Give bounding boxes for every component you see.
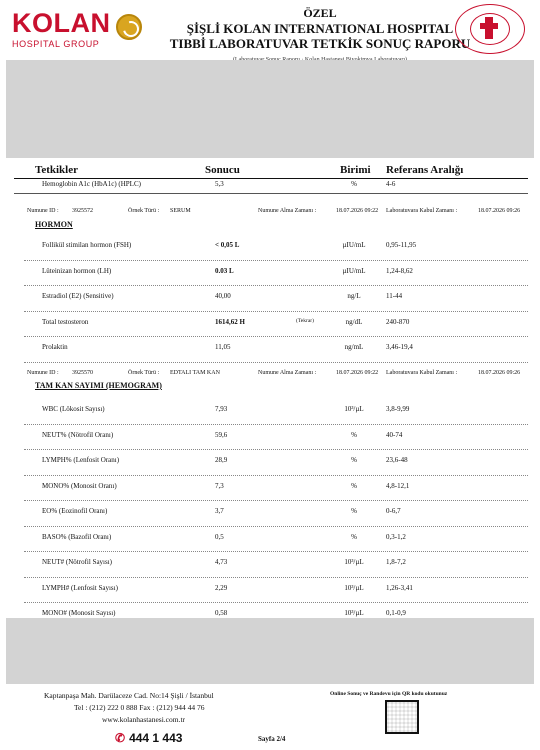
cell-unit: %: [351, 532, 357, 541]
row-separator: [24, 362, 528, 363]
row-separator: [24, 551, 528, 552]
cell-unit: µIU/mL: [342, 241, 366, 249]
cell-ref: 1,26-3,41: [386, 583, 413, 592]
col-header-result: Sonucu: [205, 164, 240, 176]
row-separator: [24, 424, 528, 425]
table-row: [0, 456, 540, 468]
cell-value: 11,05: [215, 343, 231, 351]
cell-ref: 3,46-19,4: [386, 343, 413, 351]
divider: [14, 193, 528, 194]
header-rule: [14, 178, 528, 179]
cell-value: 0.03 L: [215, 266, 234, 275]
table-row: [0, 267, 540, 279]
row-separator: [24, 311, 528, 312]
table-row: Hemoglobin A1c (HbA1c) (HPLC) 5,3 % 4-6: [42, 180, 396, 188]
cell-ref: 0-6,7: [386, 507, 401, 515]
cell-ref: 1,8-7,2: [386, 558, 406, 566]
cell-note: (Tekrar): [296, 317, 314, 324]
cell-unit: µIU/mL: [342, 266, 366, 275]
table-row: [0, 558, 540, 570]
cell-ref: 0,3-1,2: [386, 532, 406, 541]
page-number: Sayfa 2/4: [258, 735, 286, 743]
cell-value: 28,9: [215, 456, 228, 464]
table-row: [0, 292, 540, 304]
cell-value: 2,29: [215, 583, 228, 592]
cell-value: 4,73: [215, 558, 228, 566]
table-row: [0, 482, 540, 494]
cell-ref: 0,1-0,9: [386, 609, 406, 617]
cell-ref: 1,24-8,62: [386, 266, 413, 275]
row-separator: [24, 336, 528, 337]
cell-name: Prolaktin: [42, 343, 68, 351]
section-title-hemogram: TAM KAN SAYIMI (HEMOGRAM): [35, 381, 162, 390]
cell-unit: 10³/µL: [344, 609, 364, 617]
cell-name: Estradiol (E2) (Sensitive): [42, 292, 114, 300]
cell-ref: 11-44: [386, 292, 403, 300]
cell-name: WBC (Lökosit Sayısı): [42, 405, 105, 413]
row-separator: [24, 449, 528, 450]
row-separator: [24, 526, 528, 527]
col-header-unit: Birimi: [340, 164, 371, 176]
header-line-1: ÖZEL: [303, 6, 337, 20]
row-separator: [24, 475, 528, 476]
cell-name: MONO% (Monosit Oranı): [42, 481, 117, 490]
cell-unit: ng/L: [347, 292, 361, 300]
cell-name: Follikül stimilan hormon (FSH): [42, 241, 132, 249]
cell-ref: 240-870: [386, 317, 410, 326]
cell-unit: 10³/µL: [344, 583, 364, 592]
footer-address: Kaptanpaşa Mah. Darülaceze Cad. No:14 Şişli / İstanbul: [44, 691, 214, 700]
cell-unit: %: [351, 430, 357, 439]
hospital-name: ŞİŞLİ KOLAN INTERNATIONAL HOSPITAL: [186, 21, 454, 36]
cell-unit: %: [351, 481, 357, 490]
footer-tel: Tel : (212) 222 0 888 Fax : (212) 944 44 76: [74, 703, 205, 712]
call-center-number[interactable]: ✆ 444 1 443: [115, 731, 183, 745]
row-separator: [24, 260, 528, 261]
logo-wordmark: KOLAN: [12, 8, 111, 38]
cell-unit: 10³/µL: [344, 558, 364, 566]
cell-unit: ng/mL: [344, 343, 364, 351]
cell-value: 3,7: [215, 507, 224, 515]
table-row: [0, 533, 540, 545]
col-header-test: Tetkikler: [35, 164, 78, 176]
logo-subtitle: HOSPITAL GROUP: [12, 39, 100, 49]
cell-value: < 0,05 L: [215, 241, 240, 249]
footer-online-text: Online Sonuç ve Randevu için QR kodu okutunuz: [330, 691, 448, 697]
cell-value: 1614,62 H: [215, 317, 245, 326]
cell-ref: 4,8-12,1: [386, 481, 410, 490]
qr-code-icon[interactable]: [385, 700, 419, 734]
redacted-patient-info: [6, 60, 534, 158]
cell-name: Total testosteron: [42, 317, 89, 326]
cell-unit: 10³/µL: [344, 405, 364, 413]
cell-unit: %: [351, 507, 357, 515]
table-row: [0, 405, 540, 417]
cell-name: LYMPH% (Lenfosit Oranı): [42, 456, 120, 464]
cell-unit: %: [351, 456, 357, 464]
cell-ref: 40-74: [386, 430, 403, 439]
table-row: [0, 584, 540, 596]
cell-unit: ng/dL: [345, 317, 363, 326]
cell-value: 7,3: [215, 481, 224, 490]
table-row: [0, 431, 540, 443]
cell-name: Lüteinizan hormon (LH): [42, 266, 112, 275]
logo-seal-icon: [116, 14, 142, 40]
footer-website[interactable]: www.kolanhastanesi.com.tr: [102, 715, 186, 724]
col-header-ref: Referans Aralığı: [386, 164, 464, 176]
cell-name: NEUT# (Nötrofil Sayısı): [42, 558, 112, 566]
cell-name: MONO# (Monosit Sayısı): [42, 609, 116, 617]
cell-name: BASO% (Bazofil Oranı): [42, 532, 112, 541]
cell-value: 7,93: [215, 405, 228, 413]
row-separator: [24, 577, 528, 578]
cell-name: EO% (Eozinofil Oranı): [42, 507, 108, 515]
row-separator: [24, 500, 528, 501]
cell-ref: 0,95-11,95: [386, 241, 417, 249]
cell-ref: 3,8-9,99: [386, 405, 410, 413]
cell-value: 40,00: [215, 292, 231, 300]
report-title: TIBBİ LABORATUVAR TETKİK SONUÇ RAPORU: [169, 36, 471, 51]
cell-value: 0,58: [215, 609, 228, 617]
row-separator: [24, 285, 528, 286]
ministry-emblem-icon: [455, 4, 525, 54]
cell-ref: 23,6-48: [386, 456, 408, 464]
table-row: [0, 241, 540, 253]
cell-name: NEUT% (Nötrofil Oranı): [42, 430, 114, 439]
cell-value: 0,5: [215, 532, 224, 541]
row-separator: [24, 602, 528, 603]
table-row: [0, 507, 540, 519]
hospital-logo: [12, 10, 111, 49]
table-row: [0, 318, 540, 330]
phone-icon: ✆: [115, 731, 126, 745]
cell-value: 59,6: [215, 430, 228, 439]
cell-name: LYMPH# (Lenfosit Sayısı): [42, 583, 118, 592]
redacted-signature-area: [6, 618, 534, 684]
table-row: [0, 343, 540, 355]
section-title-hormon: HORMON: [35, 220, 73, 229]
